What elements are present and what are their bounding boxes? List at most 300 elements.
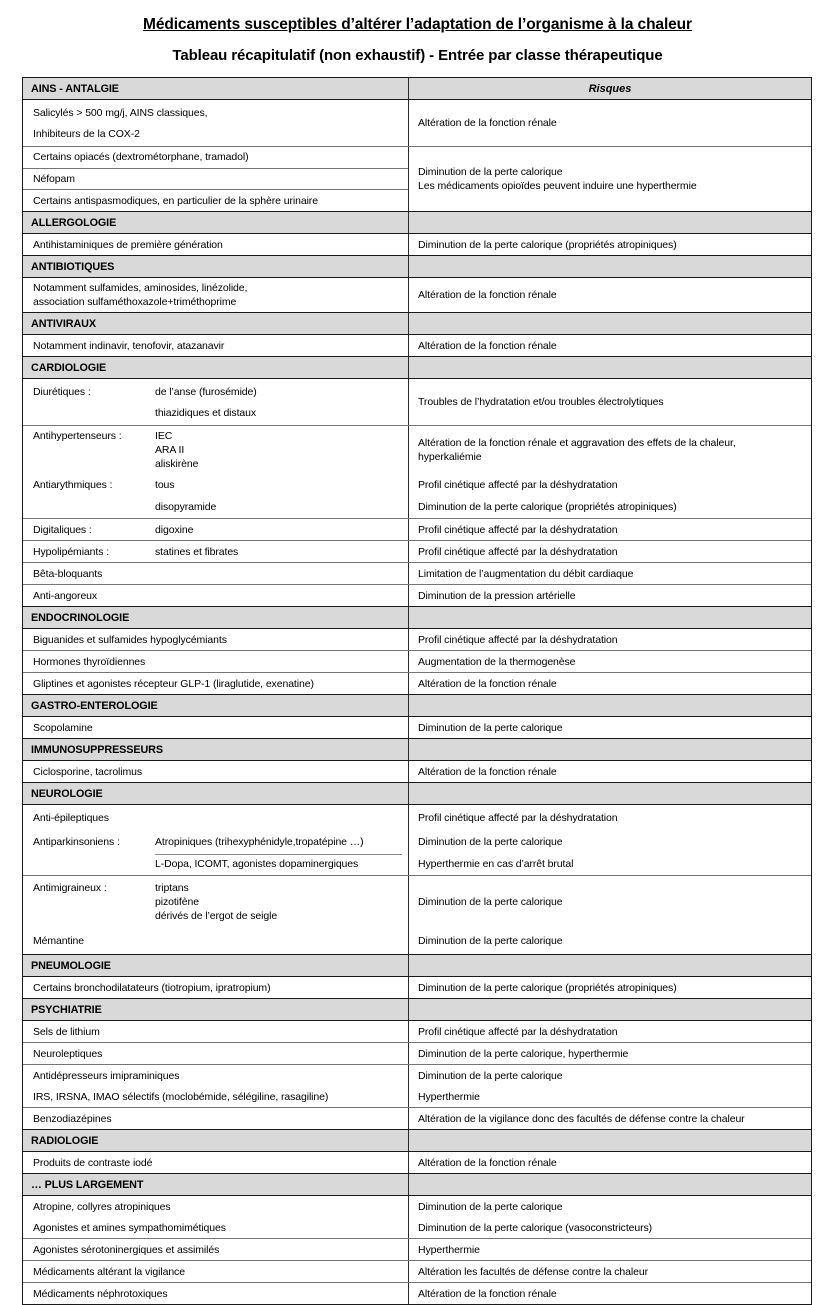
text-lines [418, 1200, 803, 1214]
category-label: Hypolipémiants : [33, 545, 110, 558]
drug-cell [23, 379, 409, 425]
section-header [23, 211, 811, 234]
section-header [23, 606, 811, 629]
text-lines [33, 589, 402, 603]
drug-cell [23, 673, 409, 694]
cell-text: Altération les facultés de défense contre la chaleur [418, 1265, 649, 1278]
text-lines [418, 1047, 803, 1061]
row-entry [23, 831, 811, 853]
table-row [23, 146, 811, 211]
cell-text: Salicylés > 500 mg/j, AINS classiques, [33, 106, 208, 119]
text-lines [418, 633, 803, 647]
cell-text: Antidépresseurs imipraminiques [33, 1069, 180, 1082]
risk-cell [409, 1239, 811, 1260]
drug-cell [23, 876, 409, 928]
cell-text: Néfopam [33, 173, 75, 185]
section-name: ANTIBIOTIQUES [23, 256, 409, 277]
text-lines [418, 1243, 803, 1257]
cell-text: Diminution de la perte calorique [418, 721, 563, 734]
cell-text: Profil cinétique affecté par la déshydratation [418, 545, 618, 558]
risk-cell [409, 977, 811, 998]
cell-text: Anti-épileptiques [33, 812, 109, 824]
drug-cell [23, 496, 409, 518]
table-row [23, 1152, 811, 1173]
risques-header: Risques [588, 82, 632, 95]
text-lines [33, 1112, 402, 1126]
row-entry [23, 876, 811, 928]
text-lines [418, 545, 803, 559]
text-lines [418, 1112, 803, 1126]
cell-text: Altération de la vigilance donc des facultés de défense contre la chaleur [418, 1112, 745, 1125]
cell-text: Mémantine [33, 935, 85, 947]
drug-sub-text: ARA II [155, 444, 185, 456]
text-lines [418, 1221, 803, 1235]
risk-cell [409, 673, 811, 694]
drug-entry [33, 385, 402, 420]
drug-cell [23, 651, 409, 672]
text-lines [33, 1025, 402, 1039]
risk-cell [409, 278, 811, 312]
risk-cell [409, 541, 811, 562]
text-lines [33, 567, 402, 581]
drug-sub-text: tous [155, 479, 175, 491]
text-lines [33, 281, 402, 309]
table-row [23, 379, 811, 425]
cell-text: Les médicaments opioïdes peuvent induire une hyperthermie [418, 180, 697, 192]
section-name: GASTRO-ENTEROLOGIE [23, 695, 409, 716]
drug-sub-text: digoxine [155, 523, 194, 536]
text-lines [418, 523, 803, 537]
cell-text: Diminution de la perte calorique (propriétés atropiniques) [418, 238, 677, 251]
text-lines [418, 835, 803, 849]
section-name: CARDIOLOGIE [23, 357, 409, 378]
drug-entry [33, 835, 402, 849]
drug-cell [23, 1086, 409, 1107]
category-label: Antimigraineux : [33, 882, 107, 894]
risk-cell [409, 651, 811, 672]
cell-text: Agonistes et amines sympathomimétiques [33, 1221, 226, 1234]
table-row [23, 518, 811, 540]
row-entry [23, 474, 811, 496]
cell-text: Augmentation de la thermogenèse [418, 655, 576, 668]
text-lines [418, 655, 803, 669]
text-lines [418, 677, 803, 691]
drug-entry [33, 429, 402, 471]
risk-cell [409, 496, 811, 518]
text-lines [33, 1200, 402, 1214]
risk-cell [409, 1108, 811, 1129]
drug-sub-text: pizotifène [155, 896, 199, 908]
risques-header [409, 739, 811, 760]
cell-text: Bêta-bloquants [33, 567, 103, 580]
cell-text: Diminution de la pression artérielle [418, 589, 576, 602]
drug-sub-text: statines et fibrates [155, 545, 239, 558]
drug-sub-list [155, 500, 402, 514]
section-name: PNEUMOLOGIE [23, 955, 409, 976]
section-header [23, 738, 811, 761]
text-lines [33, 765, 402, 779]
table-row [23, 717, 811, 738]
drug-cell [23, 147, 408, 169]
risk-cell [409, 335, 811, 356]
drug-entry [33, 500, 402, 514]
risques-header [409, 1174, 811, 1195]
table-row [23, 540, 811, 562]
cell-text: Certains opiacés (dextrométorphane, tramadol) [33, 151, 249, 164]
drug-sub-text: aliskirène [155, 458, 199, 470]
cell-text: Altération de la fonction rénale [418, 117, 557, 129]
risques-header [409, 607, 811, 628]
risk-cell [409, 474, 811, 496]
text-lines [33, 238, 402, 252]
table-row [23, 1021, 811, 1042]
risques-header [409, 955, 811, 976]
drug-entry [33, 881, 402, 923]
text-lines [33, 633, 402, 647]
drug-cell [23, 234, 409, 255]
drug-cell [23, 1152, 409, 1173]
cell-text: Diminution de la perte calorique [418, 935, 563, 947]
drug-sub-list [155, 835, 402, 849]
risques-header [409, 256, 811, 277]
text-lines [33, 1156, 402, 1170]
text-lines [33, 677, 402, 691]
cell-text: Troubles de l’hydratation et/ou troubles électrolytiques [418, 396, 664, 408]
risk-cell [409, 100, 811, 146]
drug-cell [23, 853, 409, 875]
text-lines [33, 721, 402, 735]
drug-cell [23, 1217, 409, 1238]
table-row [23, 425, 811, 518]
text-lines [33, 1047, 402, 1061]
table-row [23, 1042, 811, 1064]
drug-cell [23, 585, 409, 606]
drug-sub-text: thiazidiques et distaux [155, 406, 257, 419]
drug-cell [23, 519, 409, 540]
cell-text: Benzodiazépines [33, 1112, 112, 1125]
cell-text: Diminution de la perte calorique [418, 896, 563, 908]
cell-text: Profil cinétique affecté par la déshydratation [418, 633, 618, 646]
section-name: IMMUNOSUPPRESSEURS [23, 739, 409, 760]
text-lines [418, 238, 803, 252]
table-row [23, 1282, 811, 1304]
text-lines [418, 895, 803, 909]
text-lines [418, 721, 803, 735]
drug-entry [33, 523, 402, 537]
cell-text: Notamment indinavir, tenofovir, atazanavir [33, 339, 225, 352]
med-table [22, 77, 812, 1305]
risk-cell [409, 519, 811, 540]
section-header [23, 312, 811, 335]
risk-cell [409, 831, 811, 853]
drug-cell [23, 190, 408, 211]
risk-cell [409, 147, 811, 211]
risques-header [409, 357, 811, 378]
cell-text: Atropine, collyres atropiniques [33, 1200, 171, 1213]
table-row [23, 100, 811, 146]
risk-cell [409, 1086, 811, 1107]
drug-sub-list [155, 429, 402, 471]
text-lines [33, 1221, 402, 1235]
text-lines [33, 934, 402, 948]
cell-text: Altération de la fonction rénale [418, 1156, 557, 1169]
text-lines [418, 1287, 803, 1301]
table-row [23, 562, 811, 584]
risques-header [409, 999, 811, 1020]
section-name: ENDOCRINOLOGIE [23, 607, 409, 628]
section-name: AINS - ANTALGIE [23, 78, 409, 99]
drug-cell [23, 1239, 409, 1260]
row-entry [23, 928, 811, 954]
drug-cell [23, 1043, 409, 1064]
text-lines [418, 339, 803, 353]
text-lines [33, 655, 402, 669]
drug-cell-group [23, 147, 409, 211]
table-row [23, 234, 811, 255]
section-header [23, 356, 811, 379]
text-lines [418, 765, 803, 779]
drug-cell [23, 805, 409, 831]
risk-cell [409, 928, 811, 954]
risk-cell [409, 1021, 811, 1042]
drug-sub-text: dérivés de l’ergot de seigle [155, 910, 278, 922]
cell-text: Hyperthermie en cas d’arrêt brutal [418, 858, 574, 870]
cell-text: Altération de la fonction rénale [418, 289, 557, 301]
section-header [23, 998, 811, 1021]
risk-cell [409, 234, 811, 255]
risques-header [409, 1130, 811, 1151]
table-row [23, 1196, 811, 1238]
risk-cell [409, 563, 811, 584]
table-row [23, 1064, 811, 1107]
text-lines [418, 436, 803, 464]
text-lines [418, 1090, 803, 1104]
drug-sub-list [155, 478, 402, 492]
section-header [23, 954, 811, 977]
text-lines [418, 478, 803, 492]
cell-text: Hyperthermie [418, 1090, 480, 1103]
cell-text: Profil cinétique affecté par la déshydratation [418, 523, 618, 536]
risques-header [409, 313, 811, 334]
cell-text: Certains bronchodilatateurs (tiotropium, ipratropium) [33, 981, 271, 994]
section-name: ANTIVIRAUX [23, 313, 409, 334]
text-lines [418, 116, 803, 130]
risk-cell [409, 426, 811, 474]
risk-cell [409, 853, 811, 875]
risk-cell [409, 1065, 811, 1086]
text-lines [418, 567, 803, 581]
drug-cell [23, 278, 409, 312]
cell-text: Limitation de l’augmentation du débit cardiaque [418, 567, 634, 580]
page-subtitle: Tableau récapitulatif (non exhaustif) - Entrée par classe thérapeutique [172, 47, 663, 64]
cell-text: Diminution de la perte calorique [418, 836, 563, 848]
cell-text: Diminution de la perte calorique (propriétés atropiniques) [418, 501, 677, 513]
drug-cell [23, 335, 409, 356]
risques-header [409, 695, 811, 716]
drug-cell [23, 717, 409, 738]
text-lines [418, 811, 803, 825]
text-lines [33, 1090, 402, 1104]
category-label: Diurétiques : [33, 385, 91, 398]
section-header [23, 1173, 811, 1196]
table-row [23, 650, 811, 672]
category-label: Antihypertenseurs : [33, 430, 122, 442]
cell-text: hyperkaliémie [418, 451, 482, 463]
table-row [23, 584, 811, 606]
text-lines [33, 1287, 402, 1301]
text-lines [418, 857, 803, 871]
table-row [23, 761, 811, 782]
risk-cell [409, 1152, 811, 1173]
table-row [23, 805, 811, 875]
category-label: Antiparkinsoniens : [33, 836, 120, 848]
cell-text: Diminution de la perte calorique (propriétés atropiniques) [418, 981, 677, 994]
section-header [23, 694, 811, 717]
table-row [23, 875, 811, 954]
drug-entry [33, 478, 402, 492]
cell-text: Altération de la fonction rénale [418, 677, 557, 690]
text-lines [418, 981, 803, 995]
drug-cell [23, 831, 409, 853]
section-name: RADIOLOGIE [23, 1130, 409, 1151]
section-name: PSYCHIATRIE [23, 999, 409, 1020]
drug-cell [23, 563, 409, 584]
cell-text: Biguanides et sulfamides hypoglycémiants [33, 633, 227, 646]
page-title: Médicaments susceptibles d’altérer l’adaptation de l’organisme à la chaleur [143, 16, 692, 33]
cell-text: Agonistes sérotoninergiques et assimilés [33, 1243, 220, 1256]
drug-cell [23, 426, 409, 474]
drug-sub-text: L-Dopa, ICOMT, agonistes dopaminergiques [155, 858, 359, 870]
cell-text: Diminution de la perte calorique [418, 166, 563, 178]
drug-sub-list [155, 385, 402, 420]
drug-sub-text: disopyramide [155, 501, 217, 513]
cell-text: IRS, IRSNA, IMAO sélectifs (moclobémide, sélégiline, rasagiline) [33, 1090, 329, 1103]
table-row [23, 672, 811, 694]
cell-text: Altération de la fonction rénale [418, 1287, 557, 1300]
cell-text: Hyperthermie [418, 1243, 480, 1256]
risques-header [409, 212, 811, 233]
drug-cell [23, 1283, 409, 1304]
section-header [23, 78, 811, 100]
text-lines [418, 934, 803, 948]
drug-sub-text: de l’anse (furosémide) [155, 385, 257, 398]
drug-entry [33, 857, 402, 871]
drug-cell [23, 1021, 409, 1042]
cell-text: Altération de la fonction rénale [418, 339, 557, 352]
drug-sub-text: IEC [155, 430, 173, 442]
row-entry [23, 853, 811, 875]
risk-cell [409, 1283, 811, 1304]
drug-entry [33, 545, 402, 559]
cell-text: Hormones thyroïdiennes [33, 655, 146, 668]
row-entry [23, 1196, 811, 1217]
cell-text: Sels de lithium [33, 1025, 100, 1038]
row-entry [23, 805, 811, 831]
text-lines [418, 500, 803, 514]
cell-text: Notamment sulfamides, aminosides, linézolide, [33, 282, 248, 294]
drug-cell [23, 977, 409, 998]
section-name: … PLUS LARGEMENT [23, 1174, 409, 1195]
cell-text: Diminution de la perte calorique (vasoconstricteurs) [418, 1221, 653, 1234]
text-lines [418, 589, 803, 603]
risk-cell [409, 1043, 811, 1064]
cell-text: Scopolamine [33, 721, 93, 734]
risk-cell [409, 761, 811, 782]
table-row [23, 977, 811, 998]
text-lines [33, 339, 402, 353]
section-header [23, 255, 811, 278]
table-row [23, 1107, 811, 1129]
row-entry [23, 426, 811, 474]
section-name: NEUROLOGIE [23, 783, 409, 804]
cell-text: Gliptines et agonistes récepteur GLP-1 (liraglutide, exenatine) [33, 677, 314, 690]
risk-cell [409, 629, 811, 650]
text-lines [33, 1069, 402, 1083]
cell-text: Profil cinétique affecté par la déshydratation [418, 479, 618, 491]
text-lines [418, 1156, 803, 1170]
cell-text: association sulfaméthoxazole+triméthoprime [33, 296, 237, 308]
text-lines [33, 1265, 402, 1279]
risk-cell [409, 1261, 811, 1282]
drug-sub-list [155, 545, 402, 559]
cell-text: Médicaments altérant la vigilance [33, 1265, 185, 1278]
cell-text: Altération de la fonction rénale et aggravation des effets de la chaleur, [418, 437, 736, 449]
drug-cell [23, 1065, 409, 1086]
drug-sub-text: triptans [155, 882, 189, 894]
text-lines [33, 106, 402, 141]
risk-cell [409, 717, 811, 738]
category-label: Antiarythmiques : [33, 479, 113, 491]
cell-text: Produits de contraste iodé [33, 1156, 153, 1169]
row-entry [23, 1065, 811, 1086]
text-lines [418, 1069, 803, 1083]
text-lines [418, 1265, 803, 1279]
drug-cell [23, 928, 409, 954]
risk-cell [409, 585, 811, 606]
cell-text: Antihistaminiques de première génération [33, 238, 223, 251]
risk-cell [409, 379, 811, 425]
category-label: Digitaliques : [33, 523, 92, 536]
cell-text: Altération de la fonction rénale [418, 765, 557, 778]
table-row [23, 629, 811, 650]
drug-cell [23, 541, 409, 562]
text-lines [418, 1025, 803, 1039]
drug-cell [23, 629, 409, 650]
table-row [23, 335, 811, 356]
text-lines [33, 811, 402, 825]
table-row [23, 1238, 811, 1260]
risk-cell [409, 805, 811, 831]
text-lines [418, 288, 803, 302]
text-lines [33, 981, 402, 995]
cell-text: Diminution de la perte calorique [418, 1069, 563, 1082]
cell-text: Diminution de la perte calorique, hyperthermie [418, 1047, 629, 1060]
table-row [23, 278, 811, 312]
cell-text: Ciclosporine, tacrolimus [33, 765, 143, 778]
drug-sub-text: Atropiniques (trihexyphénidyle,tropatépine …) [155, 836, 364, 848]
drug-cell [23, 100, 409, 146]
risk-cell [409, 1217, 811, 1238]
text-lines [418, 395, 803, 409]
risques-header [409, 783, 811, 804]
cell-text: Diminution de la perte calorique [418, 1200, 563, 1213]
cell-text: Certains antispasmodiques, en particulier de la sphère urinaire [33, 194, 318, 207]
section-header [23, 1129, 811, 1152]
drug-cell [23, 169, 408, 191]
drug-cell [23, 474, 409, 496]
cell-text: Médicaments néphrotoxiques [33, 1287, 168, 1300]
drug-sub-list [155, 881, 402, 923]
